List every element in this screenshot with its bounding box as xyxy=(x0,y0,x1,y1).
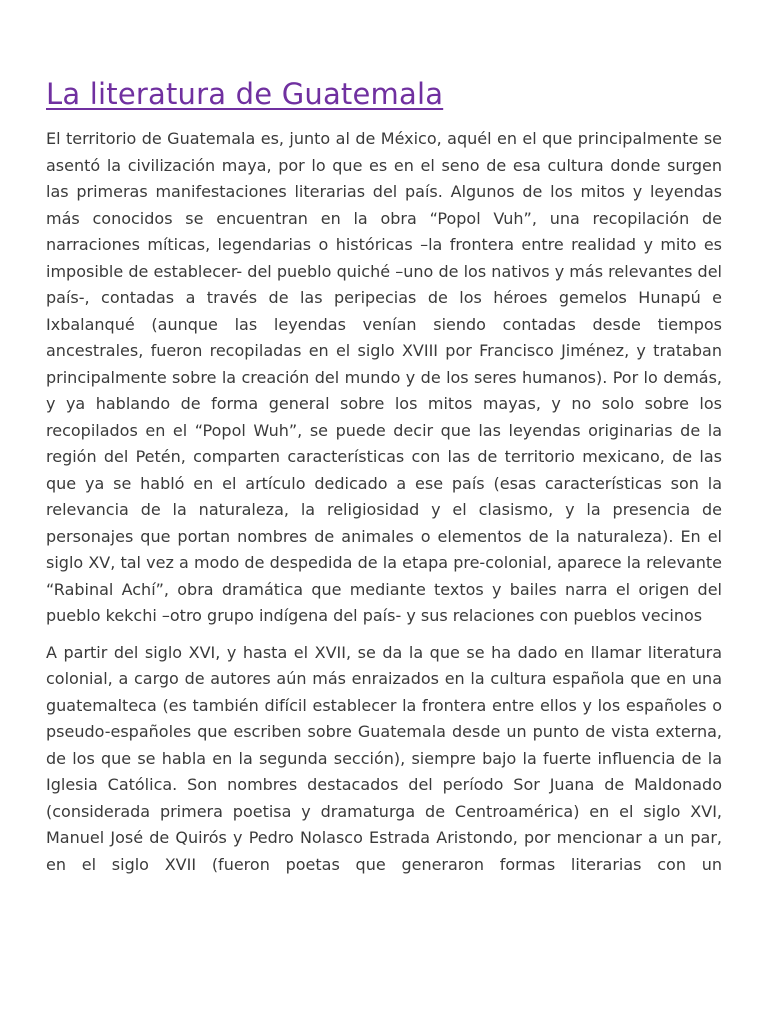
paragraph-1: El territorio de Guatemala es, junto al de México, aquél en el que principalmente se asentó la civilización maya, por lo que es en el seno de esa cultura donde surgen las primeras manifestaciones literarias del país. Algunos de los mitos y leyendas más conocidos se encuentran en la obra “Popol Vuh”, una recopilación de narraciones míticas, legendarias o históricas –la frontera entre realidad y mito es imposible de establecer- del pueblo quiché –uno de los nativos y más relevantes del país-, contadas a través de las peripecias de los héroes gemelos Hunapú e Ixbalanqué (aunque las leyendas venían siendo contadas desde tiempos ancestrales, fueron recopiladas en el siglo XVIII por Francisco Jiménez, y trataban principalmente sobre la creación del mundo y de los seres humanos). Por lo demás, y ya hablando de forma general sobre los mitos mayas, y no solo sobre los recopilados en el “Popol Wuh”, se puede decir que las leyendas originarias de la región del Petén, comparten características con las de territorio mexicano, de las que ya se habló en el artículo dedicado a ese país (esas características son la relevancia de la naturaleza, la religiosidad y el clasismo, y la presencia de personajes que portan nombres de animales o elementos de la naturaleza). En el siglo XV, tal vez a modo de despedida de la etapa pre-colonial, aparece la relevante “Rabinal Achí”, obra dramática que mediante textos y bailes narra el origen del pueblo kekchi –otro grupo indígena del país- y sus relaciones con pueblos vecinos xyxy=(46,129,722,625)
page-title: La literatura de Guatemala xyxy=(46,77,444,111)
paragraph-2: A partir del siglo XVI, y hasta el XVII, se da la que se ha dado en llamar literatura colonial, a cargo de autores aún más enraizados en la cultura española que en una guatemalteca (es también difícil establecer la frontera entre ellos y los españoles o pseudo-españoles que escriben sobre Guatemala desde un punto de vista externa, de los que se habla en la segunda sección), siempre bajo la fuerte influencia de la Iglesia Católica. Son nombres destacados del período Sor Juana de Maldonado (considerada primera poetisa y dramaturga de Centroamérica) en el siglo XVI, Manuel José de Quirós y Pedro Nolasco Estrada Aristondo, por mencionar a un par, en el siglo XVII (fueron poetas que generaron formas literarias con un xyxy=(46,642,722,874)
